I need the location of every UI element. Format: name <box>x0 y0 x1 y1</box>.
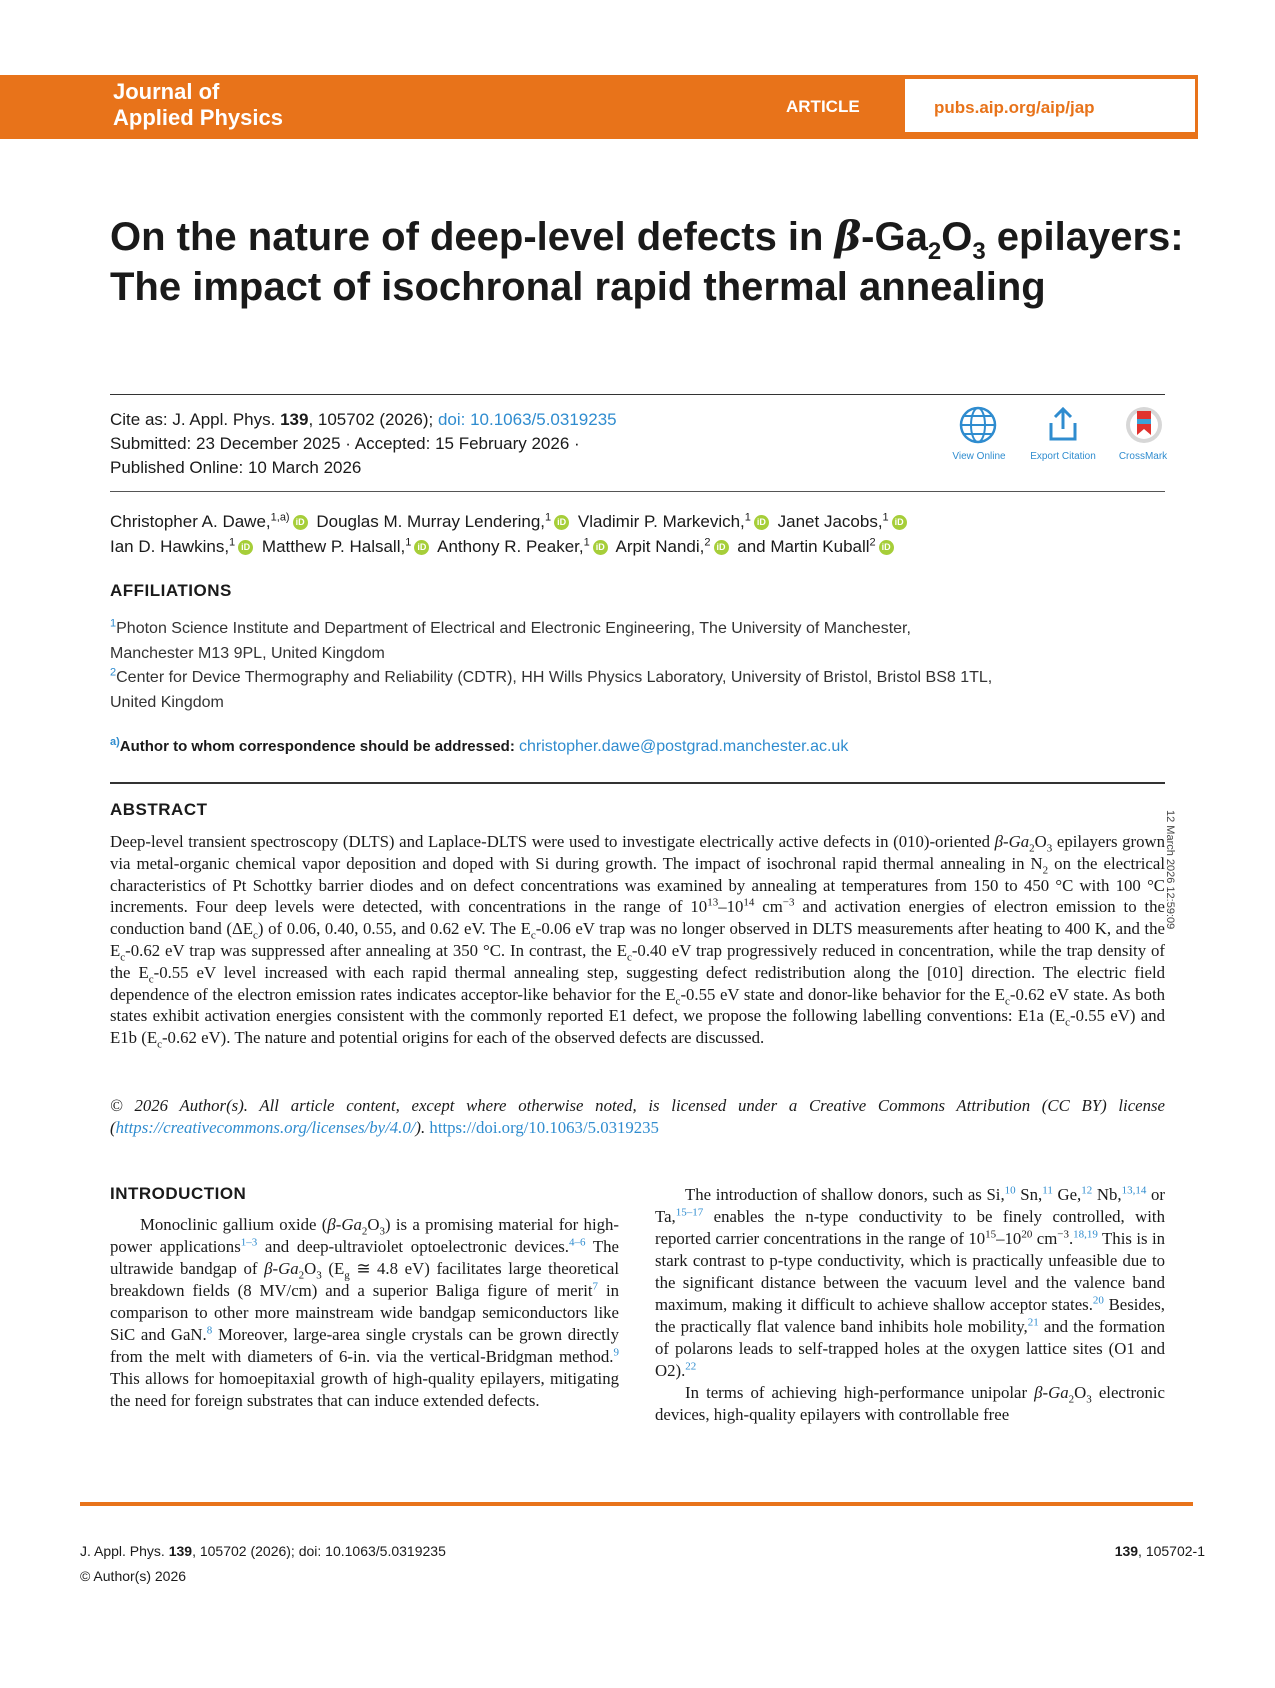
orcid-icon[interactable]: iD <box>293 515 308 530</box>
footer-page-number: 139, 105702-1 <box>1114 1543 1205 1559</box>
affiliation-2: $^2$Center for Device Thermography and Reliability (CDTR), HH Wills Physics Laboratory, University of Bristol, Bristol BS8 1TL, United Kingdom <box>110 666 993 711</box>
author-name[interactable]: Ian D. Hawkins, <box>110 537 230 556</box>
footer-citation: J. Appl. Phys. 139, 105702 (2026); doi: 10.1063/5.0319235 <box>80 1543 446 1559</box>
author-name[interactable]: Douglas M. Murray Lendering, <box>316 512 546 531</box>
correspondence-email-link[interactable]: christopher.dawe@postgrad.manchester.ac.uk <box>519 738 849 755</box>
author-name[interactable]: Vladimir P. Markevich, <box>577 512 745 531</box>
orcid-icon[interactable]: iD <box>593 540 608 555</box>
orcid-icon[interactable]: iD <box>238 540 253 555</box>
abstract-text: Deep-level transient spectroscopy (DLTS) and Laplace-DLTS were used to investigate electrically active defects in (010)-oriented $\beta-Ga_2O_3$ epilayers grown via metal-organic chemical vapor deposition and doped with Si during growth. The impact of isochronal rapid thermal annealing in $N_2$ on the electrical characteristics of Pt Schottky barrier diodes and on defect concentrations was examined by annealing at temperatures from 150 to 450 °C with 100 °C increments. Four deep levels were detected, with concentrations in the range of $10^{13}-10^{14}$ $cm^{-3}$ and activation energies of electron emission to the conduction band $(\Delta E_c)$ of 0.06, 0.40, 0.55, and 0.62 eV. The $E_c-0.06$ eV trap was no longer observed in DLTS measurements after heating to 400 K, and the $E_c-0.62$ eV trap was suppressed after annealing at 350 °C. In contrast, the $E_c-0.40$ eV trap progressively reduced in concentration, while the trap density of the $E_c-0.55$ eV level increased with each rapid thermal annealing step, suggesting defect redistribution along the [010] direction. The electric field dependence of the electron emission rates indicates acceptor-like behavior for the $E_c-0.55$ eV state and donor-like behavior for the $E_c-0.62$ eV state. As both states exhibit activation energies consistent with the commonly reported E1 defect, we propose the following labelling conventions: E1a ($E_c-0.55$ eV) and E1b ($E_c-0.62$ eV). The nature and potential origins for each of the observed defects are discussed. <box>110 832 1166 1051</box>
publication-date: Published Online: 10 March 2026 <box>110 458 362 477</box>
intro-paragraph-2: The introduction of shallow donors, such as Si,$^{10}$ Sn,$^{11}$ Ge,$^{12}$ Nb,$^{13,14}$ or Ta,$^{15-17}$ enables the n-type conductivity to be finely controlled, with reported carrier concentrations in the range of $10^{15}-10^{20}$ $cm^{-3}.^{18,19}$ This is in stark contrast to p-type conductivity, which is practically unfeasible due to the significant distance between the vacuum level and the valence band maximum, making it difficult to achieve shallow acceptor states.$^{20}$ Besides, the practically flat valence band inhibits hole mobility,$^{21}$ and the formation of polarons leads to self-trapped holes at the oxygen lattice sites (O1 and O2).$^{22}$ <box>655 1184 1165 1380</box>
crossmark-icon[interactable] <box>1124 405 1164 445</box>
author-name[interactable]: Arpit Nandi, <box>615 537 705 556</box>
divider <box>110 491 1165 492</box>
article-type-label: ARTICLE <box>786 97 860 116</box>
divider <box>110 782 1165 784</box>
orcid-icon[interactable]: iD <box>892 515 907 530</box>
export-icon[interactable] <box>1043 405 1083 445</box>
affiliation-1: $^1$Photon Science Institute and Department of Electrical and Electronic Engineering, The University of Manchester, Manchester M13 9PL, United Kingdom <box>110 617 911 662</box>
orcid-icon[interactable]: iD <box>879 540 894 555</box>
intro-paragraph-3: In terms of achieving high-performance unipolar $\beta-Ga_2O_3$ electronic devices, high-quality epilayers with controllable free <box>655 1383 1165 1424</box>
view-online-link[interactable]: View Online <box>952 451 1006 462</box>
journal-name-line1: Journal of <box>113 79 220 104</box>
export-citation-link[interactable]: Export Citation <box>1030 451 1096 462</box>
author-list-line1: Christopher A. Dawe,$^{1,a)}$ iD Douglas M. Murray Lendering,$^1$ iD Vladimir P. Markevich,$^1$ iD Janet Jacobs,$^1$ iD <box>110 509 1180 534</box>
download-timestamp: 12 March 2026 12:59:09 <box>1164 810 1176 930</box>
orcid-icon[interactable]: iD <box>754 515 769 530</box>
crossmark-link[interactable]: CrossMark <box>1118 451 1168 462</box>
affiliations-heading: AFFILIATIONS <box>110 581 232 600</box>
author-name[interactable]: Anthony R. Peaker, <box>437 537 584 556</box>
footer-copyright: © Author(s) 2026 <box>80 1568 187 1584</box>
correspondence-line: $^{a)}$Author to whom correspondence should be addressed: christopher.dawe@postgrad.manchester.ac.uk <box>110 736 849 755</box>
doi-url-link[interactable]: https://doi.org/10.1063/5.0319235 <box>429 1118 659 1137</box>
introduction-heading: INTRODUCTION <box>110 1184 247 1203</box>
intro-column-left <box>110 1214 619 1412</box>
doi-link[interactable]: doi: 10.1063/5.0319235 <box>437 410 617 429</box>
submission-dates: Submitted: 23 December 2025 · Accepted: 15 February 2026 · <box>110 434 580 453</box>
article-title: On the nature of deep-level defects in $\beta-Ga_2O_3$ epilayers: The impact of isochronal rapid thermal annealing <box>110 213 1184 309</box>
intro-column-right <box>655 1184 1165 1426</box>
intro-paragraph-1: Monoclinic gallium oxide $(\beta-Ga_2O_3)$ is a promising material for high-power applications$^{1-3}$ and deep-ultraviolet optoelectronic devices.$^{4-6}$ The ultrawide bandgap of $\beta-Ga_2O_3$ ($E_g$ ≅ 4.8 eV) facilitates large theoretical breakdown fields (8 MV/cm) and a superior Baliga figure of merit$^7$ in comparison to other more mainstream wide bandgap semiconductors like SiC and GaN.$^8$ Moreover, large-area single crystals can be grown directly from the melt with diameters of 6-in. via the vertical-Bridgman method.$^9$ This allows for homoepitaxial growth of high-quality epilayers, mitigating the need for foreign substrates that can induce extended defects. <box>110 1215 619 1410</box>
orcid-icon[interactable]: iD <box>554 515 569 530</box>
footer-divider <box>80 1502 1193 1506</box>
orcid-icon[interactable]: iD <box>414 540 429 555</box>
author-name[interactable]: Christopher A. Dawe, <box>110 512 271 531</box>
author-name[interactable]: and Martin Kuball <box>737 537 870 556</box>
abstract-heading: ABSTRACT <box>110 800 208 819</box>
divider <box>110 394 1165 395</box>
cc-license-link[interactable]: https://creativecommons.org/licenses/by/4.0/ <box>115 1118 416 1137</box>
author-list-line2: Ian D. Hawkins,$^1$ iD Matthew P. Halsall,$^1$ iD Anthony R. Peaker,$^1$ iD Arpit Nandi,$^2$ iD and Martin Kuball$^2$ iD <box>110 534 1180 559</box>
globe-icon[interactable] <box>958 405 998 445</box>
journal-name-line2: Applied Physics <box>113 105 283 130</box>
journal-url-link[interactable]: pubs.aip.org/aip/jap <box>934 98 1095 117</box>
license-statement: © 2026 Author(s). All article content, except where otherwise noted, is licensed under a Creative Commons Attribution (CC BY) license (https://creativecommons.org/licenses/by/4.0/). https://doi.org/10.1063/5.0319235 <box>110 1096 1165 1137</box>
author-name[interactable]: Matthew P. Halsall, <box>261 537 406 556</box>
citation-line: Cite as: J. Appl. Phys. 139, 105702 (2026); doi: 10.1063/5.0319235 <box>110 410 617 429</box>
author-name[interactable]: Janet Jacobs, <box>777 512 883 531</box>
orcid-icon[interactable]: iD <box>714 540 729 555</box>
journal-name <box>113 79 283 131</box>
